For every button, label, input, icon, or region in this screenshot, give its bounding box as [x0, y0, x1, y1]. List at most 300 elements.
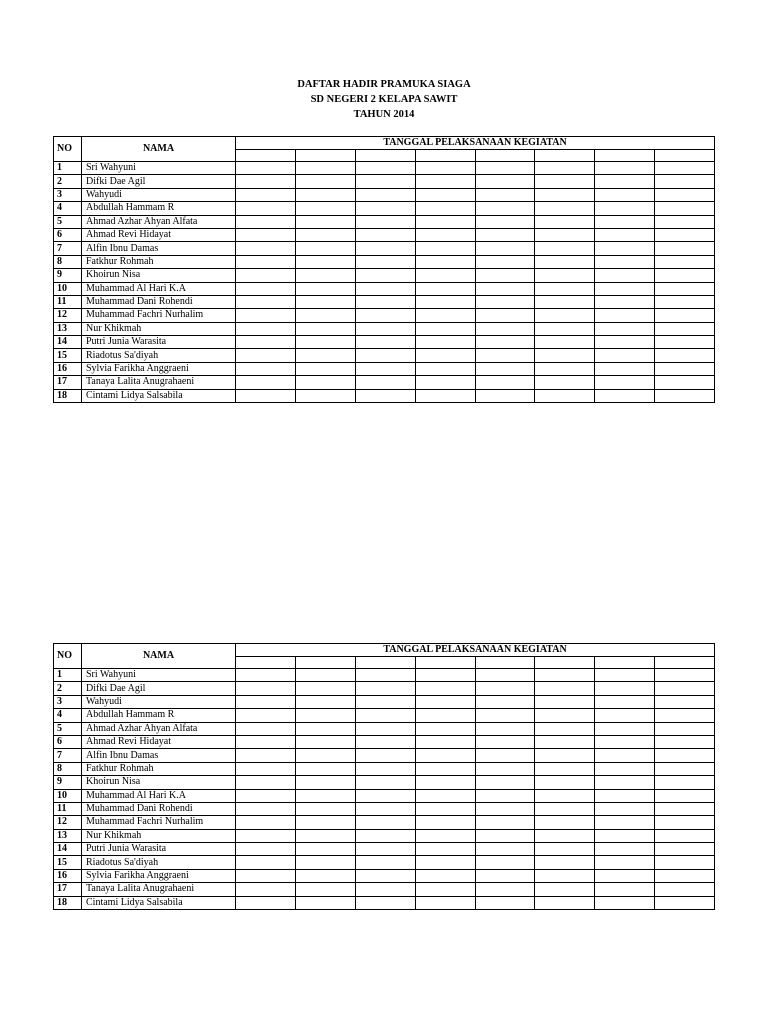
- attendance-cell[interactable]: [475, 188, 535, 201]
- attendance-cell[interactable]: [475, 215, 535, 228]
- attendance-cell[interactable]: [475, 362, 535, 375]
- attendance-cell[interactable]: [655, 883, 715, 896]
- attendance-cell[interactable]: [295, 735, 355, 748]
- attendance-cell[interactable]: [415, 376, 475, 389]
- attendance-cell[interactable]: [535, 269, 595, 282]
- attendance-cell[interactable]: [295, 362, 355, 375]
- attendance-cell[interactable]: [355, 896, 415, 909]
- attendance-cell[interactable]: [355, 282, 415, 295]
- attendance-cell[interactable]: [655, 749, 715, 762]
- attendance-cell[interactable]: [595, 749, 655, 762]
- attendance-cell[interactable]: [355, 682, 415, 695]
- attendance-cell[interactable]: [595, 269, 655, 282]
- attendance-cell[interactable]: [535, 282, 595, 295]
- attendance-cell[interactable]: [236, 735, 296, 748]
- attendance-cell[interactable]: [295, 282, 355, 295]
- attendance-cell[interactable]: [595, 722, 655, 735]
- attendance-cell[interactable]: [415, 255, 475, 268]
- date-header-cell[interactable]: [655, 150, 715, 162]
- date-header-cell[interactable]: [236, 657, 296, 669]
- attendance-cell[interactable]: [595, 843, 655, 856]
- attendance-cell[interactable]: [415, 802, 475, 815]
- attendance-cell[interactable]: [355, 336, 415, 349]
- attendance-cell[interactable]: [655, 843, 715, 856]
- attendance-cell[interactable]: [415, 695, 475, 708]
- attendance-cell[interactable]: [535, 188, 595, 201]
- attendance-cell[interactable]: [236, 896, 296, 909]
- attendance-cell[interactable]: [355, 362, 415, 375]
- attendance-cell[interactable]: [355, 735, 415, 748]
- attendance-cell[interactable]: [595, 228, 655, 241]
- attendance-cell[interactable]: [415, 309, 475, 322]
- attendance-cell[interactable]: [355, 349, 415, 362]
- attendance-cell[interactable]: [595, 215, 655, 228]
- attendance-cell[interactable]: [475, 843, 535, 856]
- attendance-cell[interactable]: [295, 695, 355, 708]
- attendance-cell[interactable]: [595, 869, 655, 882]
- attendance-cell[interactable]: [655, 228, 715, 241]
- attendance-cell[interactable]: [355, 389, 415, 402]
- attendance-cell[interactable]: [295, 869, 355, 882]
- attendance-cell[interactable]: [475, 282, 535, 295]
- attendance-cell[interactable]: [236, 856, 296, 869]
- attendance-cell[interactable]: [295, 896, 355, 909]
- attendance-cell[interactable]: [236, 669, 296, 682]
- attendance-cell[interactable]: [295, 722, 355, 735]
- attendance-cell[interactable]: [475, 322, 535, 335]
- attendance-cell[interactable]: [595, 896, 655, 909]
- attendance-cell[interactable]: [236, 322, 296, 335]
- attendance-cell[interactable]: [535, 295, 595, 308]
- attendance-cell[interactable]: [595, 776, 655, 789]
- attendance-cell[interactable]: [355, 776, 415, 789]
- attendance-cell[interactable]: [475, 389, 535, 402]
- attendance-cell[interactable]: [295, 389, 355, 402]
- attendance-cell[interactable]: [295, 789, 355, 802]
- attendance-cell[interactable]: [535, 816, 595, 829]
- attendance-cell[interactable]: [236, 762, 296, 775]
- attendance-cell[interactable]: [236, 869, 296, 882]
- attendance-cell[interactable]: [236, 829, 296, 842]
- attendance-cell[interactable]: [475, 669, 535, 682]
- attendance-cell[interactable]: [415, 682, 475, 695]
- attendance-cell[interactable]: [355, 762, 415, 775]
- attendance-cell[interactable]: [295, 883, 355, 896]
- date-header-cell[interactable]: [295, 657, 355, 669]
- attendance-cell[interactable]: [535, 776, 595, 789]
- attendance-cell[interactable]: [355, 309, 415, 322]
- attendance-cell[interactable]: [595, 162, 655, 175]
- attendance-cell[interactable]: [236, 242, 296, 255]
- attendance-cell[interactable]: [595, 202, 655, 215]
- attendance-cell[interactable]: [535, 255, 595, 268]
- attendance-cell[interactable]: [655, 162, 715, 175]
- attendance-cell[interactable]: [655, 669, 715, 682]
- attendance-cell[interactable]: [415, 762, 475, 775]
- attendance-cell[interactable]: [475, 869, 535, 882]
- attendance-cell[interactable]: [415, 202, 475, 215]
- attendance-cell[interactable]: [415, 776, 475, 789]
- attendance-cell[interactable]: [475, 349, 535, 362]
- attendance-cell[interactable]: [236, 776, 296, 789]
- attendance-cell[interactable]: [236, 362, 296, 375]
- attendance-cell[interactable]: [655, 389, 715, 402]
- attendance-cell[interactable]: [535, 162, 595, 175]
- attendance-cell[interactable]: [295, 202, 355, 215]
- attendance-cell[interactable]: [655, 762, 715, 775]
- attendance-cell[interactable]: [595, 829, 655, 842]
- attendance-cell[interactable]: [415, 215, 475, 228]
- attendance-cell[interactable]: [535, 215, 595, 228]
- attendance-cell[interactable]: [236, 255, 296, 268]
- attendance-cell[interactable]: [655, 309, 715, 322]
- attendance-cell[interactable]: [655, 188, 715, 201]
- attendance-cell[interactable]: [475, 816, 535, 829]
- attendance-cell[interactable]: [595, 669, 655, 682]
- attendance-cell[interactable]: [535, 709, 595, 722]
- attendance-cell[interactable]: [655, 896, 715, 909]
- attendance-cell[interactable]: [475, 228, 535, 241]
- attendance-cell[interactable]: [415, 362, 475, 375]
- attendance-cell[interactable]: [295, 669, 355, 682]
- attendance-cell[interactable]: [355, 255, 415, 268]
- attendance-cell[interactable]: [595, 735, 655, 748]
- attendance-cell[interactable]: [295, 762, 355, 775]
- attendance-cell[interactable]: [295, 255, 355, 268]
- attendance-cell[interactable]: [655, 789, 715, 802]
- attendance-cell[interactable]: [475, 682, 535, 695]
- attendance-cell[interactable]: [535, 389, 595, 402]
- attendance-cell[interactable]: [475, 242, 535, 255]
- attendance-cell[interactable]: [236, 349, 296, 362]
- attendance-cell[interactable]: [475, 856, 535, 869]
- attendance-cell[interactable]: [655, 829, 715, 842]
- attendance-cell[interactable]: [535, 228, 595, 241]
- attendance-cell[interactable]: [295, 682, 355, 695]
- attendance-cell[interactable]: [355, 789, 415, 802]
- attendance-cell[interactable]: [236, 202, 296, 215]
- attendance-cell[interactable]: [535, 749, 595, 762]
- attendance-cell[interactable]: [595, 282, 655, 295]
- attendance-cell[interactable]: [295, 829, 355, 842]
- attendance-cell[interactable]: [475, 749, 535, 762]
- attendance-cell[interactable]: [415, 829, 475, 842]
- attendance-cell[interactable]: [236, 188, 296, 201]
- attendance-cell[interactable]: [355, 669, 415, 682]
- attendance-cell[interactable]: [535, 789, 595, 802]
- attendance-cell[interactable]: [415, 669, 475, 682]
- attendance-cell[interactable]: [415, 228, 475, 241]
- attendance-cell[interactable]: [595, 389, 655, 402]
- attendance-cell[interactable]: [655, 336, 715, 349]
- attendance-cell[interactable]: [236, 376, 296, 389]
- attendance-cell[interactable]: [595, 695, 655, 708]
- attendance-cell[interactable]: [236, 883, 296, 896]
- attendance-cell[interactable]: [535, 669, 595, 682]
- attendance-cell[interactable]: [655, 776, 715, 789]
- attendance-cell[interactable]: [655, 802, 715, 815]
- attendance-cell[interactable]: [595, 349, 655, 362]
- attendance-cell[interactable]: [236, 336, 296, 349]
- attendance-cell[interactable]: [475, 175, 535, 188]
- attendance-cell[interactable]: [415, 336, 475, 349]
- attendance-cell[interactable]: [355, 695, 415, 708]
- attendance-cell[interactable]: [475, 202, 535, 215]
- attendance-cell[interactable]: [595, 789, 655, 802]
- attendance-cell[interactable]: [475, 829, 535, 842]
- date-header-cell[interactable]: [655, 657, 715, 669]
- attendance-cell[interactable]: [295, 228, 355, 241]
- attendance-cell[interactable]: [655, 322, 715, 335]
- attendance-cell[interactable]: [415, 816, 475, 829]
- attendance-cell[interactable]: [295, 843, 355, 856]
- attendance-cell[interactable]: [655, 695, 715, 708]
- attendance-cell[interactable]: [236, 295, 296, 308]
- attendance-cell[interactable]: [595, 762, 655, 775]
- attendance-cell[interactable]: [595, 188, 655, 201]
- date-header-cell[interactable]: [415, 150, 475, 162]
- attendance-cell[interactable]: [535, 762, 595, 775]
- attendance-cell[interactable]: [655, 709, 715, 722]
- attendance-cell[interactable]: [355, 883, 415, 896]
- attendance-cell[interactable]: [236, 695, 296, 708]
- attendance-cell[interactable]: [655, 722, 715, 735]
- attendance-cell[interactable]: [415, 322, 475, 335]
- attendance-cell[interactable]: [475, 336, 535, 349]
- attendance-cell[interactable]: [535, 856, 595, 869]
- date-header-cell[interactable]: [595, 657, 655, 669]
- attendance-cell[interactable]: [475, 709, 535, 722]
- attendance-cell[interactable]: [415, 883, 475, 896]
- attendance-cell[interactable]: [295, 709, 355, 722]
- attendance-cell[interactable]: [655, 682, 715, 695]
- attendance-cell[interactable]: [655, 175, 715, 188]
- attendance-cell[interactable]: [236, 162, 296, 175]
- attendance-cell[interactable]: [535, 682, 595, 695]
- attendance-cell[interactable]: [475, 776, 535, 789]
- attendance-cell[interactable]: [475, 255, 535, 268]
- attendance-cell[interactable]: [236, 843, 296, 856]
- attendance-cell[interactable]: [236, 682, 296, 695]
- attendance-cell[interactable]: [475, 802, 535, 815]
- attendance-cell[interactable]: [415, 856, 475, 869]
- attendance-cell[interactable]: [475, 722, 535, 735]
- attendance-cell[interactable]: [595, 682, 655, 695]
- attendance-cell[interactable]: [236, 389, 296, 402]
- attendance-cell[interactable]: [655, 269, 715, 282]
- attendance-cell[interactable]: [595, 175, 655, 188]
- attendance-cell[interactable]: [236, 215, 296, 228]
- attendance-cell[interactable]: [355, 202, 415, 215]
- attendance-cell[interactable]: [415, 709, 475, 722]
- attendance-cell[interactable]: [355, 376, 415, 389]
- attendance-cell[interactable]: [355, 856, 415, 869]
- attendance-cell[interactable]: [355, 749, 415, 762]
- attendance-cell[interactable]: [355, 802, 415, 815]
- attendance-cell[interactable]: [415, 349, 475, 362]
- attendance-cell[interactable]: [655, 869, 715, 882]
- attendance-cell[interactable]: [295, 802, 355, 815]
- attendance-cell[interactable]: [295, 175, 355, 188]
- attendance-cell[interactable]: [236, 175, 296, 188]
- attendance-cell[interactable]: [295, 215, 355, 228]
- attendance-cell[interactable]: [355, 722, 415, 735]
- attendance-cell[interactable]: [355, 162, 415, 175]
- attendance-cell[interactable]: [295, 322, 355, 335]
- attendance-cell[interactable]: [595, 242, 655, 255]
- attendance-cell[interactable]: [415, 722, 475, 735]
- attendance-cell[interactable]: [415, 843, 475, 856]
- attendance-cell[interactable]: [595, 295, 655, 308]
- date-header-cell[interactable]: [595, 150, 655, 162]
- attendance-cell[interactable]: [655, 349, 715, 362]
- attendance-cell[interactable]: [655, 816, 715, 829]
- attendance-cell[interactable]: [295, 856, 355, 869]
- attendance-cell[interactable]: [595, 816, 655, 829]
- attendance-cell[interactable]: [475, 762, 535, 775]
- attendance-cell[interactable]: [415, 188, 475, 201]
- attendance-cell[interactable]: [655, 202, 715, 215]
- attendance-cell[interactable]: [535, 735, 595, 748]
- attendance-cell[interactable]: [595, 362, 655, 375]
- attendance-cell[interactable]: [415, 242, 475, 255]
- attendance-cell[interactable]: [595, 856, 655, 869]
- attendance-cell[interactable]: [535, 376, 595, 389]
- attendance-cell[interactable]: [595, 883, 655, 896]
- attendance-cell[interactable]: [595, 802, 655, 815]
- attendance-cell[interactable]: [355, 175, 415, 188]
- attendance-cell[interactable]: [535, 322, 595, 335]
- attendance-cell[interactable]: [655, 242, 715, 255]
- attendance-cell[interactable]: [415, 869, 475, 882]
- attendance-cell[interactable]: [415, 896, 475, 909]
- attendance-cell[interactable]: [355, 188, 415, 201]
- date-header-cell[interactable]: [415, 657, 475, 669]
- attendance-cell[interactable]: [295, 749, 355, 762]
- attendance-cell[interactable]: [595, 709, 655, 722]
- attendance-cell[interactable]: [535, 175, 595, 188]
- attendance-cell[interactable]: [236, 722, 296, 735]
- attendance-cell[interactable]: [236, 789, 296, 802]
- attendance-cell[interactable]: [595, 336, 655, 349]
- attendance-cell[interactable]: [655, 735, 715, 748]
- attendance-cell[interactable]: [535, 349, 595, 362]
- attendance-cell[interactable]: [655, 215, 715, 228]
- attendance-cell[interactable]: [236, 749, 296, 762]
- attendance-cell[interactable]: [415, 789, 475, 802]
- attendance-cell[interactable]: [415, 295, 475, 308]
- attendance-cell[interactable]: [295, 349, 355, 362]
- attendance-cell[interactable]: [355, 829, 415, 842]
- attendance-cell[interactable]: [415, 282, 475, 295]
- attendance-cell[interactable]: [475, 309, 535, 322]
- attendance-cell[interactable]: [655, 282, 715, 295]
- attendance-cell[interactable]: [595, 255, 655, 268]
- attendance-cell[interactable]: [535, 869, 595, 882]
- attendance-cell[interactable]: [355, 322, 415, 335]
- attendance-cell[interactable]: [535, 802, 595, 815]
- attendance-cell[interactable]: [415, 749, 475, 762]
- attendance-cell[interactable]: [655, 376, 715, 389]
- attendance-cell[interactable]: [535, 722, 595, 735]
- attendance-cell[interactable]: [295, 776, 355, 789]
- date-header-cell[interactable]: [236, 150, 296, 162]
- attendance-cell[interactable]: [295, 816, 355, 829]
- attendance-cell[interactable]: [595, 322, 655, 335]
- attendance-cell[interactable]: [295, 242, 355, 255]
- attendance-cell[interactable]: [535, 202, 595, 215]
- attendance-cell[interactable]: [355, 215, 415, 228]
- attendance-cell[interactable]: [295, 162, 355, 175]
- attendance-cell[interactable]: [236, 709, 296, 722]
- attendance-cell[interactable]: [295, 295, 355, 308]
- attendance-cell[interactable]: [655, 856, 715, 869]
- attendance-cell[interactable]: [236, 228, 296, 241]
- attendance-cell[interactable]: [355, 269, 415, 282]
- date-header-cell[interactable]: [355, 150, 415, 162]
- attendance-cell[interactable]: [355, 843, 415, 856]
- attendance-cell[interactable]: [475, 896, 535, 909]
- attendance-cell[interactable]: [475, 883, 535, 896]
- attendance-cell[interactable]: [295, 376, 355, 389]
- attendance-cell[interactable]: [236, 309, 296, 322]
- attendance-cell[interactable]: [535, 843, 595, 856]
- attendance-cell[interactable]: [475, 789, 535, 802]
- attendance-cell[interactable]: [236, 269, 296, 282]
- attendance-cell[interactable]: [415, 389, 475, 402]
- attendance-cell[interactable]: [415, 175, 475, 188]
- date-header-cell[interactable]: [535, 150, 595, 162]
- attendance-cell[interactable]: [535, 309, 595, 322]
- attendance-cell[interactable]: [535, 896, 595, 909]
- attendance-cell[interactable]: [475, 376, 535, 389]
- attendance-cell[interactable]: [355, 709, 415, 722]
- attendance-cell[interactable]: [475, 162, 535, 175]
- attendance-cell[interactable]: [295, 188, 355, 201]
- attendance-cell[interactable]: [355, 242, 415, 255]
- attendance-cell[interactable]: [236, 816, 296, 829]
- attendance-cell[interactable]: [475, 735, 535, 748]
- attendance-cell[interactable]: [535, 829, 595, 842]
- attendance-cell[interactable]: [415, 735, 475, 748]
- attendance-cell[interactable]: [295, 309, 355, 322]
- attendance-cell[interactable]: [655, 295, 715, 308]
- attendance-cell[interactable]: [535, 883, 595, 896]
- attendance-cell[interactable]: [415, 269, 475, 282]
- attendance-cell[interactable]: [475, 269, 535, 282]
- attendance-cell[interactable]: [535, 336, 595, 349]
- date-header-cell[interactable]: [475, 150, 535, 162]
- attendance-cell[interactable]: [535, 242, 595, 255]
- attendance-cell[interactable]: [355, 869, 415, 882]
- date-header-cell[interactable]: [475, 657, 535, 669]
- attendance-cell[interactable]: [655, 255, 715, 268]
- attendance-cell[interactable]: [355, 228, 415, 241]
- attendance-cell[interactable]: [475, 295, 535, 308]
- attendance-cell[interactable]: [295, 336, 355, 349]
- attendance-cell[interactable]: [236, 282, 296, 295]
- attendance-cell[interactable]: [295, 269, 355, 282]
- attendance-cell[interactable]: [355, 816, 415, 829]
- attendance-cell[interactable]: [595, 376, 655, 389]
- attendance-cell[interactable]: [655, 362, 715, 375]
- date-header-cell[interactable]: [295, 150, 355, 162]
- attendance-cell[interactable]: [595, 309, 655, 322]
- attendance-cell[interactable]: [415, 162, 475, 175]
- date-header-cell[interactable]: [355, 657, 415, 669]
- attendance-cell[interactable]: [475, 695, 535, 708]
- attendance-cell[interactable]: [236, 802, 296, 815]
